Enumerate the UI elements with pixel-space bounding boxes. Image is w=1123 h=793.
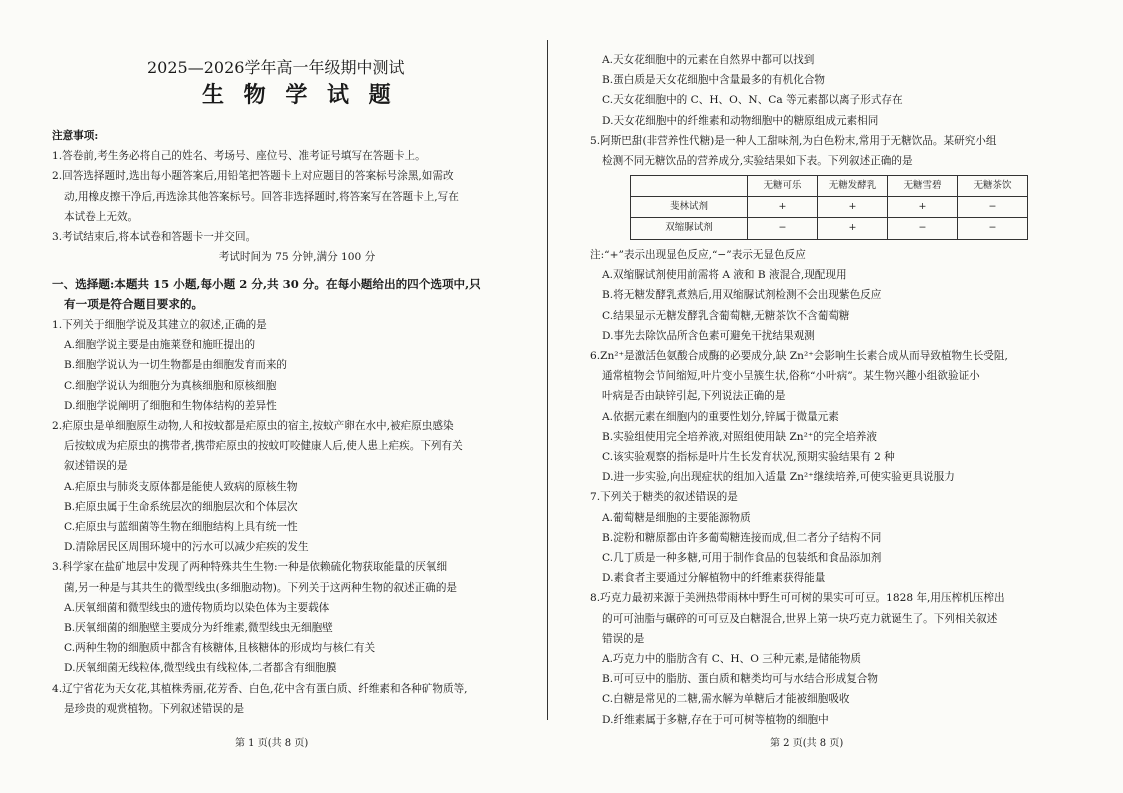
text-line: B.将无糖发酵乳煮熟后,用双缩脲试剂检测不会出现紫色反应 [602,289,882,302]
note-line: 1.答卷前,考生务必将自己的姓名、考场号、座位号、准考证号填写在答题卡上。 [52,150,426,163]
text-line: 检测不同无糖饮品的营养成分,实验结果如下表。下列叙述正确的是 [602,155,913,168]
section-heading-line1: 一、选择题:本题共 15 小题,每小题 2 分,共 30 分。在每小题给出的四个选项中,只 [52,277,481,291]
text-line: D.纤维素属于多糖,存在于可可树等植物的细胞中 [602,713,829,726]
text-line: C.几丁质是一种多糖,可用于制作食品的包装纸和食品添加剂 [602,552,882,565]
table-header-cell: 无糖发酵乳 [818,176,888,197]
text-line: 错误的是 [602,632,645,645]
exam-title-line2: 生 物 学 试 题 [202,82,397,108]
text-line: 4.辽宁省花为天女花,其植株秀丽,花芳香、白色,花中含有蛋白质、纤维素和各种矿物质等, [52,682,468,695]
text-line: A.天女花细胞中的元素在自然界中都可以找到 [602,54,815,66]
text-line: C.疟原虫与蓝细菌等生物在细胞结构上具有统一性 [64,521,298,534]
text-line: B.淀粉和糖原都由许多葡萄糖连接而成,但二者分子结构不同 [602,531,882,544]
text-line: 1.下列关于细胞学说及其建立的叙述,正确的是 [52,319,267,331]
text-line: 后按蚊成为疟原虫的携带者,携带疟原虫的按蚊叮咬健康人后,使人患上疟疾。下列有关 [64,440,463,453]
table-header-row [631,176,1028,197]
page-left [52,0,530,793]
text-line: C.结果显示无糖发酵乳含葡萄糖,无糖茶饮不含葡萄糖 [602,309,850,322]
table-cell: 双缩脲试剂 [631,218,748,239]
text-line: 叙述错误的是 [64,460,128,473]
text-line: 3.科学家在盐矿地层中发现了两种特殊共生生物:一种是依赖硫化物获取能量的厌氧细 [52,561,448,574]
note-line: 3.考试结束后,将本试卷和答题卡一并交回。 [52,231,257,244]
table-header-cell [631,176,748,197]
table-cell: − [748,218,818,239]
page-footer-right: 第 2 页(共 8 页) [770,738,844,749]
text-line: 叶病是否由缺锌引起,下列说法正确的是 [602,390,786,403]
section-heading-line2: 有一项是符合题目要求的。 [64,297,204,312]
text-line: C.两种生物的细胞质中都含有核糖体,且核糖体的形成均与核仁有关 [64,642,376,655]
text-line: A.厌氧细菌和微型线虫的遗传物质均以染色体为主要载体 [64,601,330,614]
text-line: A.双缩脲试剂使用前需将 A 液和 B 液混合,现配现用 [602,269,847,282]
text-line: D.素食者主要通过分解植物中的纤维素获得能量 [602,572,826,585]
text-line: 注:“+”表示出现显色反应,“−”表示无显色反应 [590,249,806,261]
text-line: C.细胞学说认为细胞分为真核细胞和原核细胞 [64,379,277,392]
text-line: C.白糖是常见的二糖,需水解为单糖后才能被细胞吸收 [602,693,850,706]
text-line: A.细胞学说主要是由施莱登和施旺提出的 [64,339,256,352]
text-line: D.事先去除饮品所含色素可避免干扰结果观测 [602,329,815,342]
table-cell: − [888,218,958,239]
text-line: B.细胞学说认为一切生物都是由细胞发育而来的 [64,359,288,372]
notes-heading: 注意事项: [52,130,99,142]
table-cell: + [748,197,818,218]
text-line: 是珍贵的观赏植物。下列叙述错误的是 [64,702,245,715]
table-cell: + [818,218,888,239]
exam-time-line: 考试时间为 75 分钟,满分 100 分 [218,251,376,264]
question-lines-left [52,315,532,719]
table-row [631,218,1028,239]
note-line: 动,用橡皮擦干净后,再选涂其他答案标号。回答非选择题时,将答案写在答题卡上,写在 [64,190,459,203]
note-line: 本试卷上无效。 [64,210,139,223]
text-line: C.该实验观察的指标是叶片生长发育状况,预期实验结果有 2 种 [602,451,895,464]
text-line: D.细胞学说阐明了细胞和生物体结构的差异性 [64,399,277,412]
reagent-table [630,175,1028,240]
table-cell: − [958,218,1028,239]
table-cell: + [818,197,888,218]
text-line: A.巧克力中的脂肪含有 C、H、O 三种元素,是储能物质 [602,653,862,666]
text-line: A.疟原虫与肺炎支原体都是能使人致病的原核生物 [64,480,298,493]
notes-block [52,126,532,267]
text-line: B.可可豆中的脂肪、蛋白质和糖类均可与水结合形成复合物 [602,673,878,686]
text-line: B.疟原虫属于生命系统层次的细胞层次和个体层次 [64,500,298,513]
section-heading [52,274,532,314]
text-line: A.依据元素在细胞内的重要性划分,锌属于微量元素 [602,410,839,423]
table-cell: + [888,197,958,218]
table-header-cell: 无糖雪碧 [888,176,958,197]
table-wrap [590,175,1095,240]
text-line: D.进一步实验,向出现症状的组加入适量 Zn²⁺继续培养,可使实验更具说服力 [602,471,955,484]
text-line: 8.巧克力最初来源于美洲热带雨林中野生可可树的果实可可豆。1828 年,用压榨机压榨出 [590,592,1005,605]
text-line: 2.疟原虫是单细胞原生动物,人和按蚊都是疟原虫的宿主,按蚊产卵在水中,被疟原虫感染 [52,420,454,433]
note-line: 2.回答选择题时,选出每小题答案后,用铅笔把答题卡上对应题目的答案标号涂黑,如需改 [52,170,454,183]
text-line: A.葡萄糖是细胞的主要能源物质 [602,511,751,524]
text-line: B.厌氧细菌的细胞壁主要成分为纤维素,微型线虫无细胞壁 [64,622,333,635]
text-line: 5.阿斯巴甜(非营养性代糖)是一种人工甜味剂,为白色粉末,常用于无糖饮品。某研究小组 [590,134,997,147]
table-header-cell: 无糖可乐 [748,176,818,197]
page-right [590,0,1095,793]
page-footer-left: 第 1 页(共 8 页) [235,738,309,749]
text-line: B.蛋白质是天女花细胞中含量最多的有机化合物 [602,74,826,87]
table-cell: − [958,197,1028,218]
table-row [631,197,1028,218]
page-divider [547,40,548,720]
text-line: D.厌氧细菌无线粒体,微型线虫有线粒体,二者都含有细胞膜 [64,662,337,675]
text-line: 的可可油脂与碾碎的可可豆及白糖混合,世界上第一块巧克力就诞生了。下列相关叙述 [602,612,998,625]
text-line: 通常植物会节间缩短,叶片变小呈簇生状,俗称“小叶病”。某生物兴趣小组欲验证小 [602,370,980,383]
text-line: D.清除居民区周围环境中的污水可以减少疟疾的发生 [64,541,309,554]
text-line: B.实验组使用完全培养液,对照组使用缺 Zn²⁺的完全培养液 [602,430,877,443]
text-line: C.天女花细胞中的 C、H、O、N、Ca 等元素都以离子形式存在 [602,94,903,107]
table-header-cell: 无糖茶饮 [958,176,1028,197]
text-line: 菌,另一种是与其共生的微型线虫(多细胞动物)。下列关于这两种生物的叙述正确的是 [64,581,458,594]
question-lines-right-top [590,50,1095,171]
question-lines-right-bottom [590,245,1095,730]
exam-title-line1: 2025—2026学年高一年级期中测试 [147,58,405,77]
text-line: D.天女花细胞中的纤维素和动物细胞中的糖原组成元素相同 [602,114,879,127]
table-cell: 斐林试剂 [631,197,748,218]
text-line: 7.下列关于糖类的叙述错误的是 [590,491,738,504]
text-line: 6.Zn²⁺是激活色氨酸合成酶的必要成分,缺 Zn²⁺会影响生长素合成从而导致植物生长受阻, [590,350,1008,363]
